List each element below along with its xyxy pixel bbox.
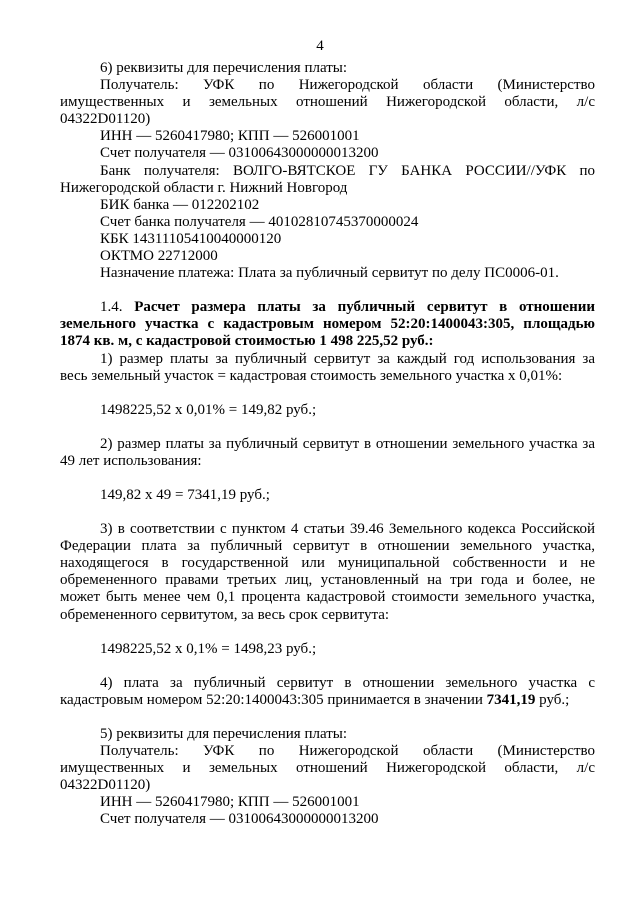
payment-details-heading-2: 5) реквизиты для перечисления платы: bbox=[100, 725, 348, 742]
bank-account: Счет банка получателя — 40102810745370000024 bbox=[100, 213, 419, 230]
recipient2-line-3: 04322D01120) bbox=[60, 777, 151, 794]
recipient-line-1: Получатель: УФК по Нижегородской области (Министерство bbox=[100, 77, 595, 94]
section-title-text-1: Расчет размера платы за публичный сервитут в отношении bbox=[134, 299, 596, 316]
recipient2-line-2: имущественных и земельных отношений Нижегородской области, л/с bbox=[60, 760, 595, 777]
page-number: 4 bbox=[316, 38, 324, 54]
section-title-line-1 bbox=[60, 299, 595, 316]
item3-line-5: может быть менее чем 0,1 процента кадастровой стоимости земельного участка, bbox=[60, 589, 595, 606]
kbk: КБК 14311105410040000120 bbox=[100, 230, 282, 247]
item2-line-1: 2) размер платы за публичный сервитут в отношении земельного участка за bbox=[100, 435, 595, 452]
payment-purpose: Назначение платежа: Плата за публичный сервитут по делу ПС0006-01. bbox=[100, 265, 559, 282]
item4-value: 7341,19 bbox=[486, 691, 536, 708]
item3-line-1: 3) в соответствии с пунктом 4 статьи 39.46 Земельного кодекса Российской bbox=[100, 521, 595, 538]
inn-kpp-2: ИНН — 5260417980; КПП — 526001001 bbox=[100, 794, 360, 811]
item4-line-2 bbox=[60, 692, 595, 709]
recipient-account: Счет получателя — 03100643000000013200 bbox=[100, 145, 379, 162]
item1-line-2: весь земельный участок = кадастровая стоимость земельного участка x 0,01%: bbox=[60, 367, 563, 384]
calculation-1: 1498225,52 x 0,01% = 149,82 руб.; bbox=[100, 401, 317, 418]
calculation-2: 149,82 x 49 = 7341,19 руб.; bbox=[100, 486, 270, 503]
payment-details-heading: 6) реквизиты для перечисления платы: bbox=[100, 60, 348, 76]
page-content bbox=[60, 60, 595, 828]
item1-line-1: 1) размер платы за публичный сервитут за каждый год использования за bbox=[100, 350, 595, 367]
bank-line-2: Нижегородской области г. Нижний Новгород bbox=[60, 179, 348, 196]
recipient-account-2: Счет получателя — 03100643000000013200 bbox=[100, 811, 379, 828]
item4-text: кадастровым номером 52:20:1400043:305 принимается в значении bbox=[60, 691, 487, 708]
recipient2-line-1: Получатель: УФК по Нижегородской области (Министерство bbox=[100, 743, 595, 759]
item3-line-4: обремененного правами третьих лиц, установленный на три года и более, не bbox=[60, 572, 595, 589]
item4-unit: руб.; bbox=[535, 691, 570, 708]
recipient-line-3: 04322D01120) bbox=[60, 111, 151, 128]
item3-line-6: обремененного сервитутом, за весь срок сервитута: bbox=[60, 606, 390, 623]
item2-line-2: 49 лет использования: bbox=[60, 452, 202, 469]
bank-line-1: Банк получателя: ВОЛГО-ВЯТСКОЕ ГУ БАНКА РОССИИ//УФК по bbox=[100, 162, 595, 179]
section-number: 1.4. bbox=[100, 299, 123, 316]
inn-kpp: ИНН — 5260417980; КПП — 526001001 bbox=[100, 128, 360, 145]
item4-line-1: 4) плата за публичный сервитут в отношении земельного участка с bbox=[100, 674, 595, 691]
item3-line-2: Федерации плата за публичный сервитут в отношении земельного участка, bbox=[60, 538, 595, 555]
recipient-line-2: имущественных и земельных отношений Нижегородской области, л/с bbox=[60, 94, 595, 111]
calculation-3: 1498225,52 x 0,1% = 1498,23 руб.; bbox=[100, 640, 317, 657]
section-title-line-3: 1874 кв. м, с кадастровой стоимостью 1 498 225,52 руб.: bbox=[60, 333, 434, 350]
section-title-line-2: земельного участка с кадастровым номером 52:20:1400043:305, площадью bbox=[60, 316, 595, 333]
bik: БИК банка — 012202102 bbox=[100, 196, 260, 213]
oktmo: ОКТМО 22712000 bbox=[100, 248, 218, 265]
item3-line-3: находящегося в государственной или муниципальной собственности и не bbox=[60, 555, 595, 572]
